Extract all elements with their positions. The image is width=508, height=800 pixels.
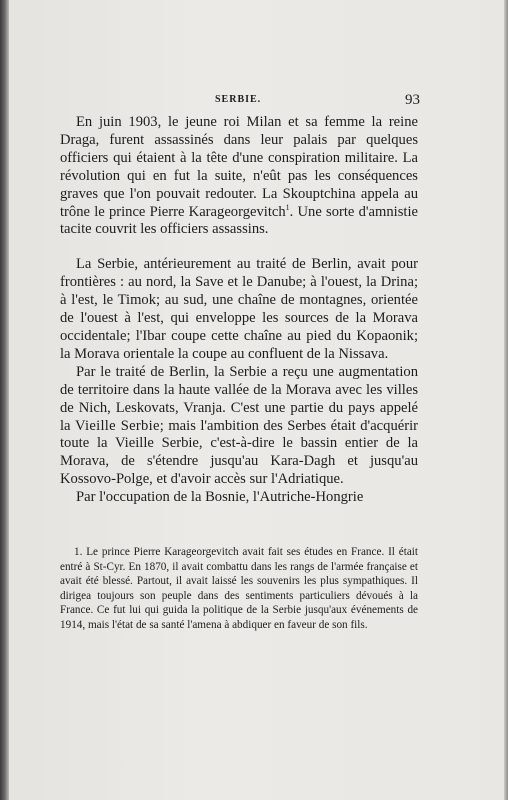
paragraph-1-text-b: . Une sorte d'amnistie tacite couvrit les officiers assassins. [60, 203, 418, 238]
body-text [60, 114, 418, 507]
paragraph-3-text-b: ; mais l'ambition des Serbes était d'acquérir toute la Vieille Serbie, c'est-à-dire le bassin entier de la Morava, de s'étendre jusqu'au Kara-Dagh et jusqu'au Kossovo-Polge, et d'avoir accès sur l'Adriatique. [60, 417, 418, 488]
footnote-reference: 1 [285, 202, 290, 212]
paragraph-3 [60, 364, 418, 489]
paragraph-2: La Serbie, antérieurement au traité de Berlin, avait pour frontières : au nord, la Save et le Danube; à l'ouest, la Drina; à l'est, le Timok; au sud, une chaîne de montagnes, orientée de l'ouest à l'est, qui enveloppe les sources de la Morava occidentale; l'Ibar coupe cette chaîne au pied du Kopaonik; la Morava orientale la coupe au confluent de la Nissava. [60, 256, 418, 362]
page-number: 93 [405, 92, 420, 108]
binding-shadow [0, 0, 9, 800]
footnotes [60, 545, 418, 632]
paragraph-4: Par l'occupation de la Bosnie, l'Autriche-Hongrie [76, 489, 364, 506]
paragraph-1-text-a: En juin 1903, le jeune roi Milan et sa femme la reine Draga, furent assassinés dans leur palais par quelques officiers qui étaient à la tête d'une conspiration militaire. La révolution qui en fut la suite, n'eût pas les conséquences graves que l'on pouvait redouter. La Skouptchina appela au trône le prince Pierre Karageorgevitch [60, 114, 418, 220]
running-title: SERBIE. [215, 94, 262, 105]
page-edge-shadow [504, 0, 508, 800]
paragraph-1 [60, 114, 418, 239]
page-content [60, 92, 418, 632]
emphasis-vieille-serbie: Vieille Serbie [75, 417, 160, 434]
paragraph-3-text-a: Par le traité de Berlin, la Serbie a reçu une augmentation de territoire dans la haute vallée de la Morava avec les villes de Nich, Leskovats, Vranja. C'est une partie du pays appelé la [60, 363, 418, 434]
footnote-1: 1. Le prince Pierre Karageorgevitch avait fait ses études en France. Il était entré à St-Cyr. En 1870, il avait combattu dans les rangs de l'armée française et avait été blessé. Partout, il avait laissé les souvenirs les plus sympathiques. Il dirigea toujours son peuple dans des sentiments particuliers dévoués à la France. Ce fut lui qui guida la politique de la Serbie jusqu'aux événements de 1914, mais l'état de sa santé l'amena à abdiquer en faveur de son fils. [60, 546, 418, 631]
running-header [60, 92, 418, 114]
